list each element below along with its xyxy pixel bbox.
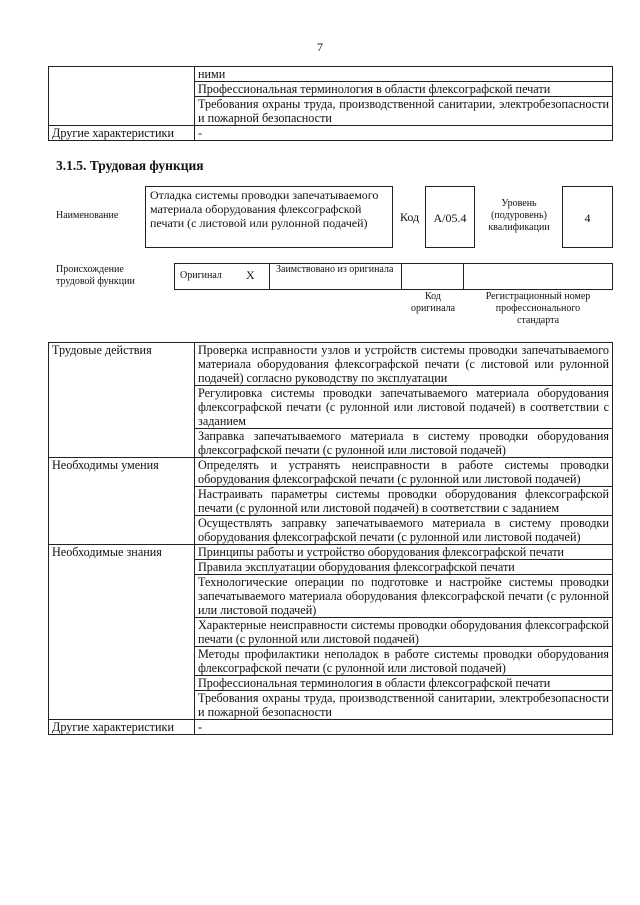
table-item: Профессиональная терминология в области флексографской печати [195, 676, 613, 691]
top-table-item: - [195, 126, 613, 141]
section-label-actions: Трудовые действия [49, 343, 195, 458]
reg-number-label: Регистрационный номер профессионального стандарта [485, 291, 591, 326]
table-item: Принципы работы и устройство оборудования флексографской печати [195, 545, 613, 560]
table-item: Проверка исправности узлов и устройств системы проводки запечатываемого материала оборудования флексографской печати (с листовой или рулонной подачей) согласно руководству по эксплуатации [195, 343, 613, 386]
table-item: Технологические операции по подготовке и настройке системы проводки запечатываемого материала оборудования флексографской печати (с рулонной или листовой подачей) [195, 575, 613, 618]
table-item: Заправка запечатываемого материала в систему проводки оборудования флексографской печати (с рулонной или листовой подачей) [195, 429, 613, 458]
original-label: Оригинал [180, 270, 222, 281]
level-label: Уровень (подуровень) квалификации [488, 198, 550, 233]
top-table-label: Другие характеристики [49, 126, 195, 141]
code-label: Код [400, 210, 420, 224]
section-label-knowledge: Необходимые знания [49, 545, 195, 720]
table-item: Регулировка системы проводки запечатываемого материала оборудования флексографской печати (с рулонной или листовой подачей) в соответствии с заданием [195, 386, 613, 429]
table-item: - [195, 720, 613, 735]
table-item: Характерные неисправности системы проводки оборудования флексографской печати (с рулонной или листовой подачей) [195, 618, 613, 647]
section-title: 3.1.5. Трудовая функция [56, 158, 204, 173]
code-original-label: Код оригинала [410, 291, 456, 314]
table-item: Правила эксплуатации оборудования флексографской печати [195, 560, 613, 575]
page-number: 7 [317, 40, 323, 54]
top-table-item: ними [195, 67, 613, 82]
table-item: Определять и устранять неисправности в работе системы проводки оборудования флексографской печати (с рулонной или листовой подачей) [195, 458, 613, 487]
reg-number-box [463, 263, 613, 290]
top-table-item: Требования охраны труда, производственной санитарии, электробезопасности и пожарной безопасности [195, 97, 613, 126]
borrowed-label: Заимствовано из оригинала [276, 264, 394, 275]
original-mark: X [246, 268, 255, 282]
section-label-skills: Необходимы умения [49, 458, 195, 545]
section-label-other: Другие характеристики [49, 720, 195, 735]
name-value: Отладка системы проводки запечатываемого материала оборудования флексографской печати (с листовой или рулонной подачей) [145, 186, 393, 248]
table-item: Методы профилактики неполадок в работе системы проводки оборудования флексографской печати (с рулонной или листовой подачей) [195, 647, 613, 676]
origin-label: Происхождение трудовой функции [56, 264, 135, 287]
code-original-box [401, 263, 464, 290]
table-item: Настраивать параметры системы проводки оборудования флексографской печати (с рулонной или листовой подачей) в соответствии с заданием [195, 487, 613, 516]
level-value: 4 [562, 186, 613, 248]
top-table-item: Профессиональная терминология в области флексографской печати [195, 82, 613, 97]
main-table [48, 342, 613, 735]
top-table [48, 66, 613, 141]
name-label: Наименование [56, 210, 119, 221]
top-table-label-empty [49, 67, 195, 126]
table-item: Требования охраны труда, производственной санитарии, электробезопасности и пожарной безопасности [195, 691, 613, 720]
code-value: А/05.4 [425, 186, 475, 248]
table-item: Осуществлять заправку запечатываемого материала в систему проводки оборудования флексографской печати (с рулонной или листовой подачей) [195, 516, 613, 545]
